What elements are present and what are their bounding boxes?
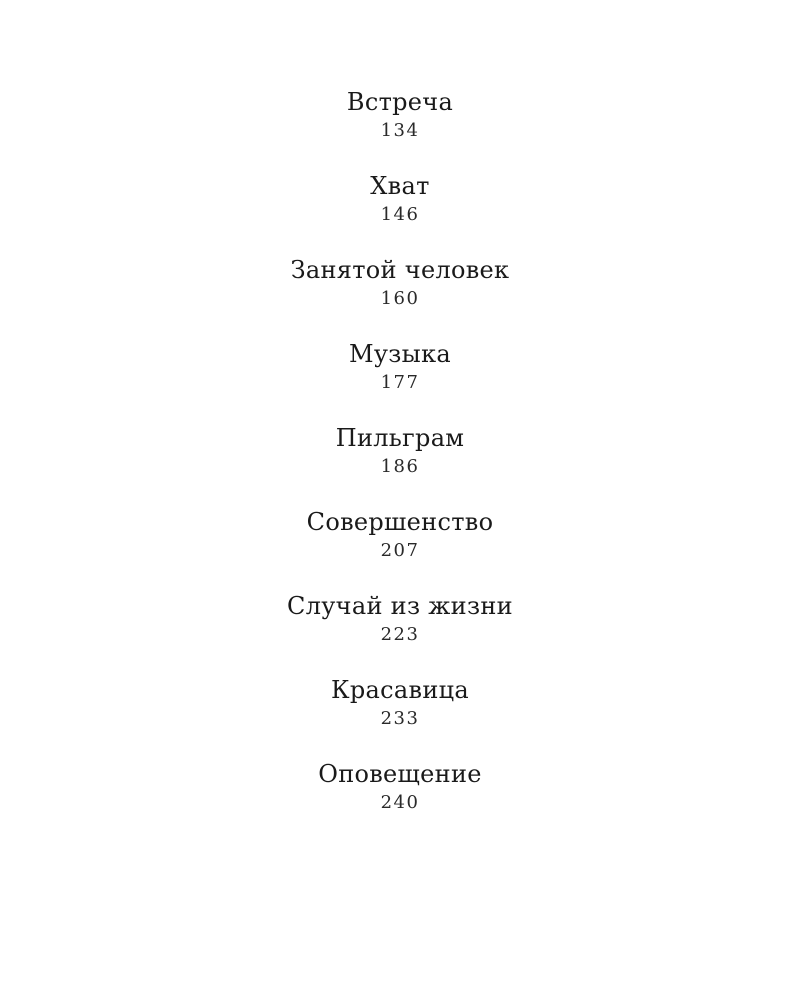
toc-entry <box>0 422 800 506</box>
toc-entry <box>0 254 800 338</box>
toc-entry-page-number: 134 <box>380 120 420 141</box>
table-of-contents <box>0 86 800 842</box>
toc-entry-title: Случай из жизни <box>287 592 513 620</box>
toc-entry-page-number: 160 <box>380 288 420 309</box>
toc-entry-page-number: 186 <box>380 456 420 477</box>
toc-entry-page-number: 233 <box>380 708 420 729</box>
toc-entry-title: Встреча <box>346 88 454 116</box>
toc-entry-title: Музыка <box>349 340 451 368</box>
toc-entry-page-number: 207 <box>380 540 420 561</box>
toc-entry-page-number: 146 <box>380 204 420 225</box>
toc-entry <box>0 506 800 590</box>
toc-entry-title: Оповещение <box>318 760 482 788</box>
toc-entry-page-number: 223 <box>380 624 420 645</box>
toc-entry <box>0 86 800 170</box>
toc-entry-title: Красавица <box>331 676 469 704</box>
toc-entry-page-number: 240 <box>380 792 420 813</box>
toc-entry <box>0 674 800 758</box>
toc-entry <box>0 170 800 254</box>
toc-entry-title: Пильграм <box>335 424 465 452</box>
toc-entry-title: Совершенство <box>306 508 494 536</box>
toc-entry <box>0 758 800 842</box>
toc-entry <box>0 338 800 422</box>
toc-entry-title: Хват <box>370 172 430 200</box>
toc-entry-page-number: 177 <box>380 372 420 393</box>
toc-entry-title: Занятой человек <box>290 256 510 284</box>
toc-entry <box>0 590 800 674</box>
